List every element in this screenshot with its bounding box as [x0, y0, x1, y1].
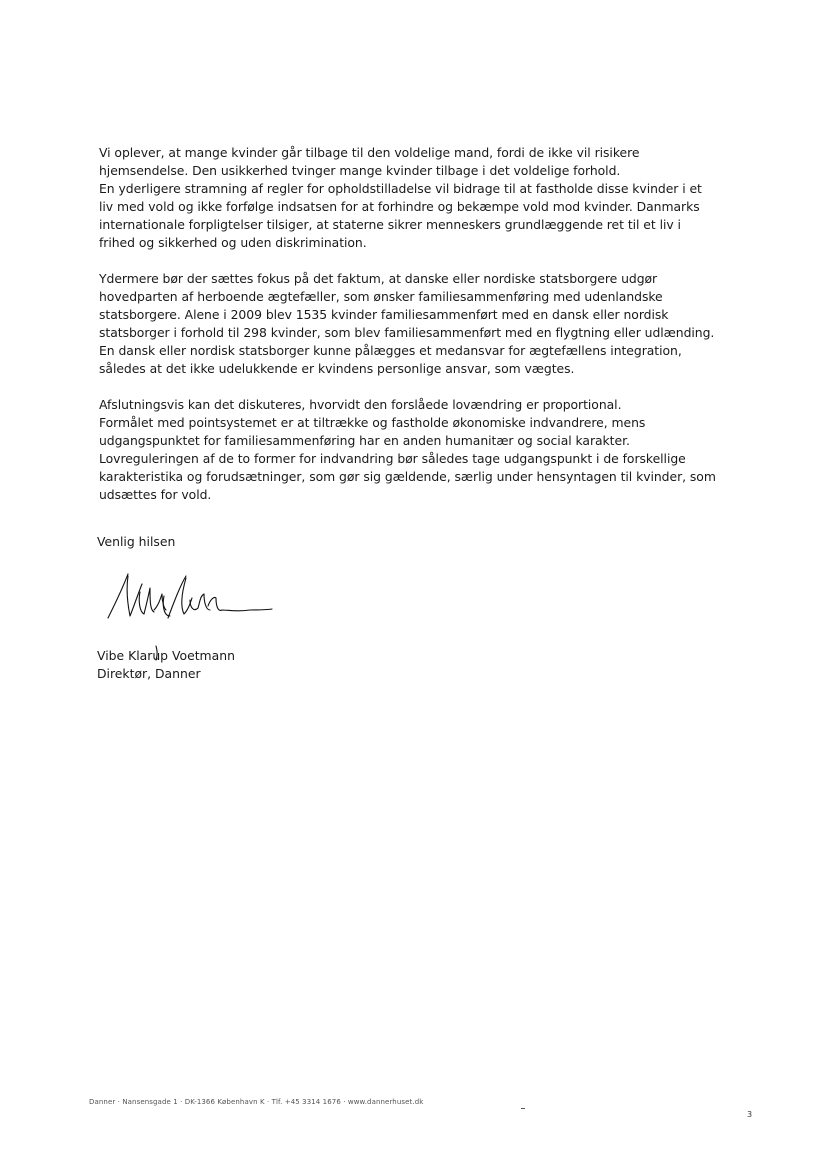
signer-name: Vibe Klarup Voetmann: [97, 648, 235, 663]
signer-block: [97, 647, 235, 683]
text-line: Lovreguleringen af de to former for indvandring bør således tage udgangspunkt i de forskellige: [99, 451, 686, 466]
text-line: En dansk eller nordisk statsborger kunne pålægges et medansvar for ægtefællens integration,: [99, 343, 682, 358]
paragraph-1: [99, 144, 759, 252]
text-line: hjemsendelse. Den usikkerhed tvinger mange kvinder tilbage i det voldelige forhold.: [99, 163, 621, 178]
text-line: udsættes for vold.: [99, 487, 212, 502]
text-line: Afslutningsvis kan det diskuteres, hvorvidt den forslåede lovændring er proportional.: [99, 397, 622, 412]
text-line: statsborgere. Alene i 2009 blev 1535 kvinder familiesammenført med en dansk eller nordisk: [99, 307, 669, 322]
text-line: statsborger i forhold til 298 kvinder, som blev familiesammenført med en flygtning eller udlænding.: [99, 325, 715, 340]
text-line: liv med vold og ikke forfølge indsatsen for at forhindre og bekæmpe vold mod kvinder. Danmarks: [99, 199, 700, 214]
text-line: frihed og sikkerhed og uden diskrimination.: [99, 235, 367, 250]
signer-title: Direktør, Danner: [97, 666, 201, 681]
text-line: således at det ikke udelukkende er kvindens personlige ansvar, som vægtes.: [99, 361, 575, 376]
text-line: internationale forpligtelser tilsiger, at staterne sikrer menneskers grundlæggende ret til et liv i: [99, 217, 681, 232]
paragraph-3: [99, 396, 759, 504]
text-line: karakteristika og forudsætninger, som gør sig gældende, særlig under hensyntagen til kvinder, som: [99, 469, 716, 484]
closing-greeting: Venlig hilsen: [97, 534, 176, 549]
text-line: Ydermere bør der sættes fokus på det faktum, at danske eller nordiske statsborgere udgør: [99, 271, 658, 286]
text-line: Vi oplever, at mange kvinder går tilbage til den voldelige mand, fordi de ikke vil risikere: [99, 145, 640, 160]
text-line: hovedparten af herboende ægtefæller, som ønsker familiesammenføring med udenlandske: [99, 289, 663, 304]
text-line: Formålet med pointsystemet er at tiltrække og fastholde økonomiske indvandrere, mens: [99, 415, 646, 430]
paragraph-2: [99, 270, 759, 378]
page-number: 3: [747, 1110, 753, 1119]
scan-mark: [521, 1108, 525, 1109]
footer-address: Danner · Nansensgade 1 · DK-1366 København K · Tlf. +45 3314 1676 · www.dannerhuset.dk: [89, 1098, 424, 1106]
letter-body: [99, 144, 759, 522]
text-line: udgangspunktet for familiesammenføring har en anden humanitær og social karakter.: [99, 433, 630, 448]
text-line: En yderligere stramning af regler for opholdstilladelse vil bidrage til at fastholde disse kvinder i et: [99, 181, 702, 196]
